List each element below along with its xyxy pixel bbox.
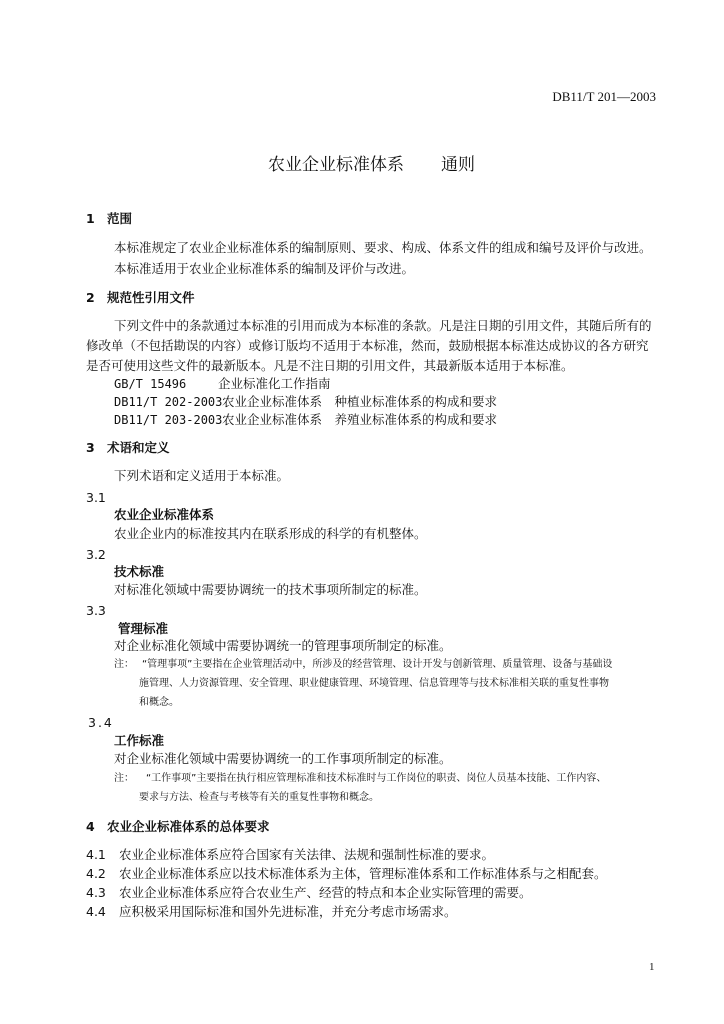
note-line-2: 要求与方法、检查与考核等有关的重复性事物和概念。 [139, 792, 379, 803]
section-1-number: 1 [86, 211, 95, 226]
ref-title: 企业标准化工作指南 [218, 376, 331, 391]
section-4-heading: 农业企业标准体系的总体要求 [107, 819, 270, 834]
clause-text: 应积极采用国际标准和国外先进标准，并充分考虑市场需求。 [119, 904, 457, 919]
doc-code: DB11/T 201—2003 [552, 89, 656, 104]
term-name: 农业企业标准体系 [114, 507, 215, 522]
doc-subtitle: 通则 [441, 155, 475, 175]
section-2-para-line-3: 是否可使用这些文件的最新版本。凡是不注日期的引用文件，其最新版本适用于本标准。 [86, 358, 574, 373]
section-3-intro: 下列术语和定义适用于本标准。 [114, 468, 290, 483]
section-1-para-2: 本标准适用于农业企业标准体系的编制及评价与改进。 [114, 261, 415, 276]
section-2-para-line-2: 修改单（不包括勘误的内容）或修订版均不适用于本标准，然而，鼓励根据本标准达成协议的各方研究 [86, 338, 649, 353]
term-number: 3.2 [86, 547, 106, 562]
clause-number: 4.1 [86, 847, 106, 862]
ref-code: DB11/T 203-2003 [114, 413, 223, 427]
section-4-number: 4 [86, 819, 95, 834]
note-label: 注： [114, 773, 134, 784]
note-line-1: “管理事项”主要指在企业管理活动中，所涉及的经营管理、设计开发与创新管理、质量管理、设备与基础设 [142, 659, 613, 670]
term-number: 3.1 [86, 490, 106, 505]
note-line-3: 和概念。 [139, 697, 179, 708]
note-line-1: “工作事项”主要指在执行相应管理标准和技术标准时与工作岗位的职责、岗位人员基本技能、工作内容、 [146, 773, 607, 784]
clause-number: 4.4 [86, 904, 106, 919]
note-line-2: 施管理、人力资源管理、安全管理、职业健康管理、环境管理、信息管理等与技术标准相关联的重复性事物 [139, 678, 609, 689]
section-1-heading: 范围 [107, 211, 133, 226]
ref-title: 农业企业标准体系 养殖业标准体系的构成和要求 [222, 412, 498, 427]
page-number: 1 [649, 961, 655, 973]
ref-title: 农业企业标准体系 种植业标准体系的构成和要求 [222, 394, 498, 409]
clause-number: 4.3 [86, 885, 106, 900]
term-number: 3.4 [88, 715, 114, 730]
term-definition: 农业企业内的标准按其内在联系形成的科学的有机整体。 [114, 526, 427, 541]
section-3-number: 3 [86, 440, 95, 455]
section-1-para-1: 本标准规定了农业企业标准体系的编制原则、要求、构成、体系文件的组成和编号及评价与改进。 [114, 240, 652, 255]
doc-title: 农业企业标准体系 [268, 155, 404, 175]
term-name: 技术标准 [114, 564, 165, 579]
clause-number: 4.2 [86, 866, 106, 881]
clause-text: 农业企业标准体系应符合农业生产、经营的特点和本企业实际管理的需要。 [119, 885, 532, 900]
ref-code: GB/T 15496 [114, 377, 187, 391]
term-definition: 对企业标准化领域中需要协调统一的工作事项所制定的标准。 [114, 751, 452, 766]
note-label: 注： [114, 659, 134, 670]
term-name: 工作标准 [114, 733, 165, 748]
term-name: 管理标准 [118, 621, 169, 636]
term-definition: 对企业标准化领域中需要协调统一的管理事项所制定的标准。 [114, 638, 452, 653]
clause-text: 农业企业标准体系应以技术标准体系为主体，管理标准体系和工作标准体系与之相配套。 [119, 866, 607, 881]
ref-code: DB11/T 202-2003 [114, 395, 223, 409]
section-2-heading: 规范性引用文件 [107, 290, 195, 305]
term-number: 3.3 [86, 603, 106, 618]
clause-text: 农业企业标准体系应符合国家有关法律、法规和强制性标准的要求。 [119, 847, 495, 862]
section-2-para-line-1: 下列文件中的条款通过本标准的引用而成为本标准的条款。凡是注日期的引用文件，其随后所有的 [114, 318, 652, 333]
term-definition: 对标准化领域中需要协调统一的技术事项所制定的标准。 [114, 582, 427, 597]
section-3-heading: 术语和定义 [107, 440, 170, 455]
section-2-number: 2 [86, 290, 95, 305]
